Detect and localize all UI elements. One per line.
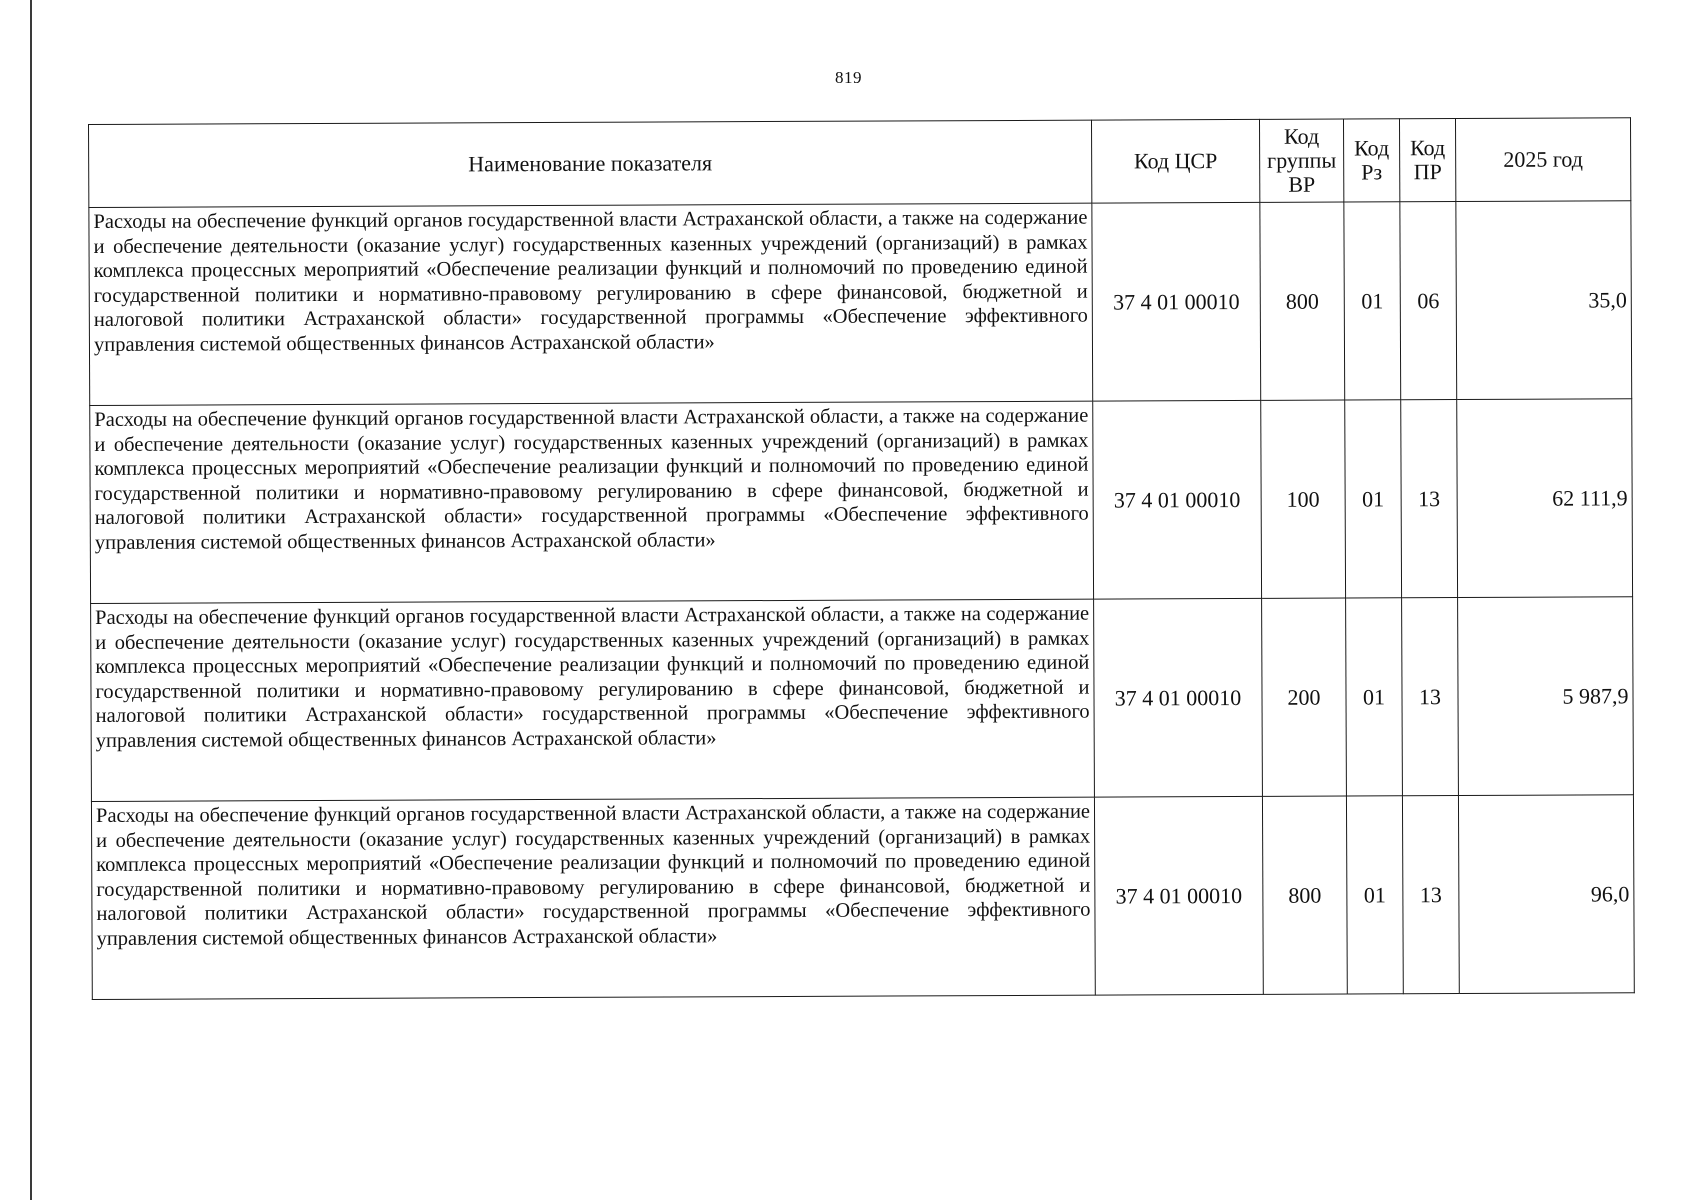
table-row [91,597,1634,802]
row-pr-code: 06 [1400,202,1457,400]
page-number: 819 [835,68,862,87]
row-indicator-name: Расходы на обеспечение функций органов государственной власти Астраханской области, а также на содержание и обеспечение деятельности (оказание услуг) государственных казенных учреждений (организаций) в рамках комплекса процессных мероприятий «Обеспечение реализации функций и полномочий по проведению единой государственной политики и нормативно-правовому регулированию в сфере финансовой, бюджетной и налоговой политики Астраханской области» государственной программы «Обеспечение эффективного управления системой общественных финансов Астраханской области» [90,401,1094,603]
row-csr-code: 37 4 01 00010 [1093,400,1262,599]
row-amount-2025: 96,0 [1458,795,1634,994]
table-row [90,399,1633,604]
expenditure-table [88,117,1635,1000]
row-indicator-name: Расходы на обеспечение функций органов государственной власти Астраханской области, а также на содержание и обеспечение деятельности (оказание услуг) государственных казенных учреждений (организаций) в рамках комплекса процессных мероприятий «Обеспечение реализации функций и полномочий по проведению единой государственной политики и нормативно-правовому регулированию в сфере финансовой, бюджетной и налоговой политики Астраханской области» государственной программы «Обеспечение эффективного управления системой общественных финансов Астраханской области» [91,797,1095,999]
row-pr-code: 13 [1402,598,1459,796]
row-vr-code: 800 [1262,796,1347,994]
row-rz-code: 01 [1345,400,1402,598]
row-csr-code: 37 4 01 00010 [1092,202,1261,401]
table-row [91,795,1634,1000]
header-indicator-name: Наименование показателя [89,120,1092,207]
row-vr-code: 100 [1261,400,1346,598]
header-rz-code: Код Рз [1343,119,1399,202]
binding-margin-line [30,0,32,1200]
row-indicator-name: Расходы на обеспечение функций органов государственной власти Астраханской области, а также на содержание и обеспечение деятельности (оказание услуг) государственных казенных учреждений (организаций) в рамках комплекса процессных мероприятий «Обеспечение реализации функций и полномочий по проведению единой государственной политики и нормативно-правовому регулированию в сфере финансовой, бюджетной и налоговой политики Астраханской области» государственной программы «Обеспечение эффективного управления системой общественных финансов Астраханской области» [91,599,1095,801]
header-year-2025: 2025 год [1455,118,1630,202]
table-header-row [89,118,1631,208]
row-csr-code: 37 4 01 00010 [1094,796,1263,995]
row-amount-2025: 62 111,9 [1457,399,1633,598]
row-rz-code: 01 [1346,796,1403,994]
row-rz-code: 01 [1344,202,1401,400]
header-vr-group-code: Код группы ВР [1259,119,1343,202]
row-indicator-name: Расходы на обеспечение функций органов государственной власти Астраханской области, а также на содержание и обеспечение деятельности (оказание услуг) государственных казенных учреждений (организаций) в рамках комплекса процессных мероприятий «Обеспечение реализации функций и полномочий по проведению единой государственной политики и нормативно-правовому регулированию в сфере финансовой, бюджетной и налоговой политики Астраханской области» государственной программы «Обеспечение эффективного управления системой общественных финансов Астраханской области» [89,203,1093,405]
header-csr-code: Код ЦСР [1091,119,1259,203]
row-pr-code: 13 [1401,400,1458,598]
table-row [89,201,1632,406]
row-amount-2025: 5 987,9 [1458,597,1634,796]
row-amount-2025: 35,0 [1456,201,1632,400]
row-vr-code: 200 [1262,598,1347,796]
row-rz-code: 01 [1346,598,1403,796]
row-vr-code: 800 [1260,202,1345,400]
row-pr-code: 13 [1402,796,1459,994]
row-csr-code: 37 4 01 00010 [1094,598,1263,797]
header-pr-code: Код ПР [1399,119,1455,202]
